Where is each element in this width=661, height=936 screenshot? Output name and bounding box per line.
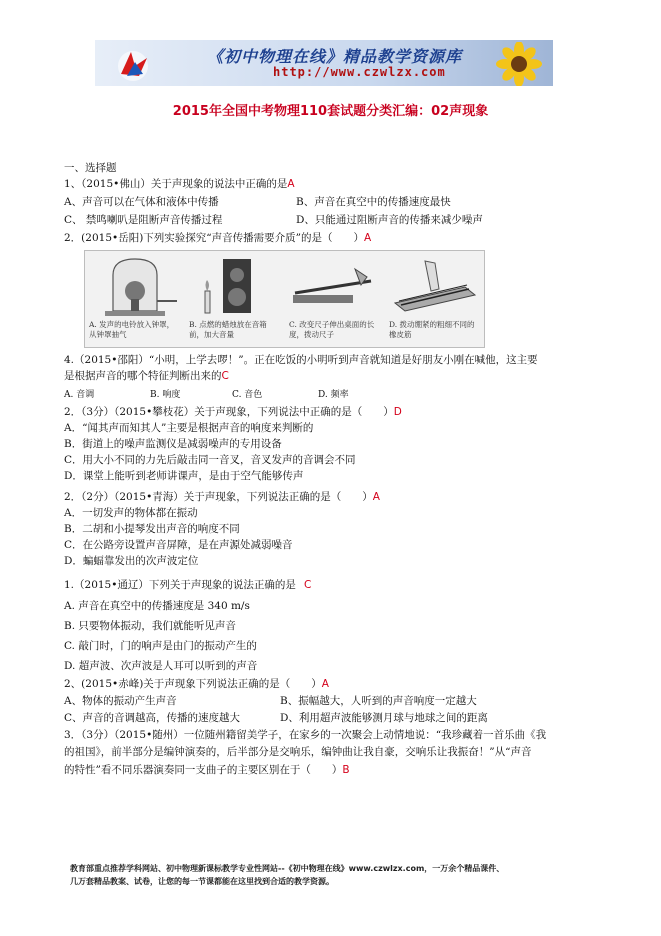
q2-stem-text: 2．(2015•岳阳)下列实验探究“声音传播需要介质”的是（ ）: [64, 232, 365, 244]
q7-stem: [64, 677, 329, 691]
document-title: 2015年全国中考物理110套试题分类汇编：02声现象: [172, 104, 489, 119]
q4-stem: [64, 405, 402, 419]
q6-option-b: B. 只要物体振动，我们就能听见声音: [64, 620, 236, 632]
rubber-band-illustration: [385, 251, 484, 319]
q6-answer: C: [303, 579, 312, 591]
figure-caption-b: B. 点燃的蜡烛放在音箱前，加大音量: [189, 320, 267, 339]
q3-stem-line-2: [64, 369, 229, 383]
section-heading: 一、选择题: [64, 162, 117, 174]
q1-option-b: B、声音在真空中的传播速度最快: [296, 196, 451, 208]
q4-option-a: A．“闻其声而知其人”主要是根据声音的响度来判断的: [64, 422, 314, 434]
q6-option-a: A. 声音在真空中的传播速度是 340 m/s: [64, 600, 250, 612]
figure-caption-c: C. 改变尺子伸出桌面的长度，拨动尺子: [289, 320, 375, 339]
sunflower-image: [489, 42, 549, 86]
bell-jar-illustration: [85, 251, 184, 319]
q1-answer: A: [287, 178, 295, 190]
figure-caption-d: D. 拨动绷紧的粗细不同的橡皮筋: [389, 320, 475, 339]
q7-answer: A: [321, 678, 329, 690]
q5-answer: A: [372, 491, 380, 503]
q4-option-d: D．课堂上能听到老师讲课声，是由于空气能够传声: [64, 470, 304, 482]
q5-stem-text: 2．（2分）（2015•青海）关于声现象，下列说法正确的是（ ）: [64, 491, 373, 503]
q6-stem-text: 1.（2015•通辽）下列关于声现象的说法正确的是: [64, 579, 296, 591]
q7-stem-text: 2、(2015•赤峰)关于声现象下列说法正确的是（ ）: [64, 678, 322, 690]
q1-stem-text: 1、（2015•佛山）关于声现象的说法中正确的是: [64, 178, 288, 190]
q7-option-d: D、利用超声波能够测月球与地球之间的距离: [280, 712, 488, 724]
banner-url: http://www.czwlzx.com: [273, 65, 446, 79]
q7-option-a: A、物体的振动产生声音: [64, 695, 177, 707]
figure-panel-b: [185, 251, 284, 347]
banner-title: 《初中物理在线》精品教学资源库: [207, 47, 463, 66]
q3-option-b: B. 响度: [150, 390, 181, 400]
q6-option-d: D. 超声波、次声波是人耳可以听到的声音: [64, 660, 258, 672]
footer-line-2: 几万套精品教案、试卷，让您的每一节课都能在这里找到合适的教学资源。: [70, 877, 334, 886]
q3-option-c: C. 音色: [232, 390, 263, 400]
q8-answer: B: [342, 764, 350, 776]
q5-option-c: C．在公路旁设置声音屏障，是在声源处减弱噪音: [64, 539, 293, 551]
figure-panel-a: [85, 251, 184, 347]
q2-stem: [64, 231, 371, 245]
q3-option-a: A. 音调: [64, 390, 95, 400]
q4-stem-text: 2．（3分）（2015•攀枝花）关于声现象，下列说法中正确的是（ ）: [64, 406, 394, 418]
q7-option-b: B、振幅越大，人听到的声音响度一定越大: [280, 695, 477, 707]
speaker-candle-illustration: [185, 251, 284, 319]
q3-answer: C: [221, 370, 229, 382]
q4-answer: D: [393, 406, 402, 418]
q8-stem-line-3: [64, 763, 350, 777]
footer-line-1: 教育部重点推荐学科网站、初中物理新课标教学专业性网站--《初中物理在线》www.czwlzx.com，一万余个精品课件、: [70, 864, 505, 873]
q6-stem: [64, 578, 311, 592]
q5-option-b: B．二胡和小提琴发出声音的响度不同: [64, 523, 240, 535]
figure-panel-c: [285, 251, 384, 347]
header-banner: [95, 40, 553, 86]
q5-stem: [64, 490, 380, 504]
q8-stem-text: 的特性”看不同乐器演奏同一支曲子的主要区别在于（ ）: [64, 764, 343, 776]
q5-option-d: D．蝙蝠靠发出的次声波定位: [64, 555, 199, 567]
site-logo-icon: [113, 44, 157, 84]
page-footer: [70, 862, 630, 888]
q4-option-c: C．用大小不同的力先后敲击同一音叉，音叉发声的音调会不同: [64, 454, 356, 466]
q6-option-c: C. 敲门时，门的响声是由门的振动产生的: [64, 640, 257, 652]
ruler-table-illustration: [285, 251, 384, 319]
q5-option-a: A．一切发声的物体都在振动: [64, 507, 198, 519]
q8-stem-line-1: 3．（3分）（2015•随州）一位随州籍留美学子，在家乡的一次聚会上动情地说：“我珍藏着一首乐曲《我: [64, 729, 547, 741]
q1-option-a: A、声音可以在气体和液体中传播: [64, 196, 219, 208]
q7-option-c: C、声音的音调越高，传播的速度越大: [64, 712, 241, 724]
q1-option-c: C、 禁鸣喇叭是阻断声音传播过程: [64, 214, 223, 226]
q1-stem: [64, 177, 295, 191]
q3-stem-line-1: 4.（2015•邵阳）“小明，上学去啰！”。正在吃饭的小明听到声音就知道是好朋友小刚在喊他，这主要: [64, 354, 538, 366]
figure-panel-d: [385, 251, 484, 347]
experiment-figure: [84, 250, 485, 348]
q4-option-b: B．街道上的噪声监测仪是减弱噪声的专用设备: [64, 438, 282, 450]
q2-answer: A: [364, 232, 372, 244]
q3-stem-text: 是根据声音的哪个特征判断出来的: [64, 370, 222, 382]
q1-option-d: D、只能通过阻断声音的传播来减少噪声: [296, 214, 483, 226]
q3-option-d: D. 频率: [318, 390, 349, 400]
figure-caption-a: A. 发声的电铃放入钟罩，从钟罩抽气: [89, 320, 175, 339]
q8-stem-line-2: 的祖国》，前半部分是编钟演奏的，后半部分是交响乐，编钟曲让我自豪，交响乐让我振奋！”从“声音: [64, 746, 532, 758]
